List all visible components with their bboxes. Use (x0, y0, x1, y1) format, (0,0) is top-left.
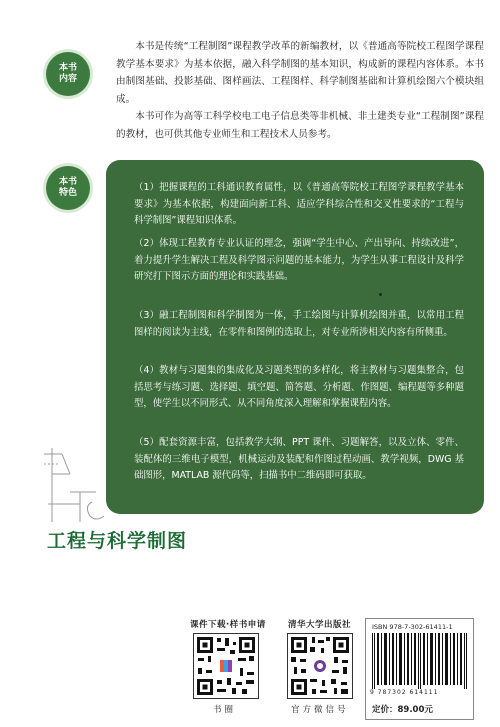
intro-paragraph-2: 本书可作为高等工科学校电工电子信息类等非机械、非土建类专业“工程制图”课程的教材，也可供其他专业师生和工程技术人员参考。 (116, 111, 484, 140)
barcode-panel (365, 618, 474, 720)
book-title: 工程与科学制图 (47, 530, 188, 552)
content-badge (46, 52, 90, 96)
barcode-bars (372, 633, 468, 689)
barcode-digits: 9 787302 614111 (370, 689, 439, 696)
qr-left-label: 课件下载·样书申请 (190, 620, 266, 630)
feature-item-5: （5）配套资源丰富，包括教学大纲、PPT 课件、习题解答，以及立体、零件、装配体的三维电子模型，机械运动及装配和作图过程动画、教学视频，DWG 基础图形，MATLAB 源代码等，扫描书中二维码即可获取。 (134, 437, 464, 481)
price-label: 定价：89.00元 (372, 705, 433, 715)
qr-left-caption: 书圈 (213, 705, 237, 715)
features-badge (46, 166, 90, 210)
feature-item-3: （3）融工程制图和科学制图为一体，手工绘图与计算机绘图并重，以常用工程图样的阅读为主线，在零件和图例的选取上，对专业所涉相关内容有所侧重。 (134, 310, 464, 338)
qr-right-label: 清华大学出版社 (288, 620, 352, 630)
isbn-text: ISBN 978-7-302-61411-1 (372, 623, 453, 631)
feature-item-1: （1）把握课程的工科通识教育属性，以《普通高等院校工程图学课程教学基本要求》为基本依据，构建面向新工科、适应学科综合性和交叉性要求的“工程与科学制图”课程知识体系。 (134, 182, 464, 226)
qr-pattern-right (288, 634, 352, 698)
qr-code-wechat (287, 633, 353, 699)
speck-dot (379, 293, 382, 296)
qr-right-caption: 官方微信号 (291, 705, 349, 715)
intro-paragraph-1: 本书是传统“工程制图”课程教学改革的新编教材，以《普通高等院校工程图学课程教学基本要求》为基本依据，融入科学制图的基本知识，构成新的课程内容体系。本书由制图基础、投影基础、图样画法、工程图样、科学制图基础和计算机绘图六个模块组成。 (116, 41, 484, 105)
content-badge-label: 本书内容 (58, 63, 77, 84)
qr-code-shuquan (193, 633, 259, 699)
drafting-sketch-decoration (40, 444, 120, 526)
features-panel (106, 160, 484, 514)
feature-item-2: （2）体现工程教育专业认证的理念，强调“学生中心、产出导向、持续改进”，着力提升学生解决工程及科学图示问题的基本能力，为学生从事工程设计及科学研究打下图示方面的理论和实践基础。 (134, 238, 464, 282)
qr-pattern-left (194, 634, 258, 698)
feature-item-4: （4）教材与习题集的集成化及习题类型的多样化，将主教材与习题集整合，包括思考与练习题、选择题、填空题、简答题、分析题、作图题、编程题等多种题型，使学生以不同形式、从不同角度深入理解和掌握课程内容。 (134, 365, 464, 409)
features-badge-label: 本书特色 (58, 177, 77, 198)
intro-text (116, 38, 484, 143)
